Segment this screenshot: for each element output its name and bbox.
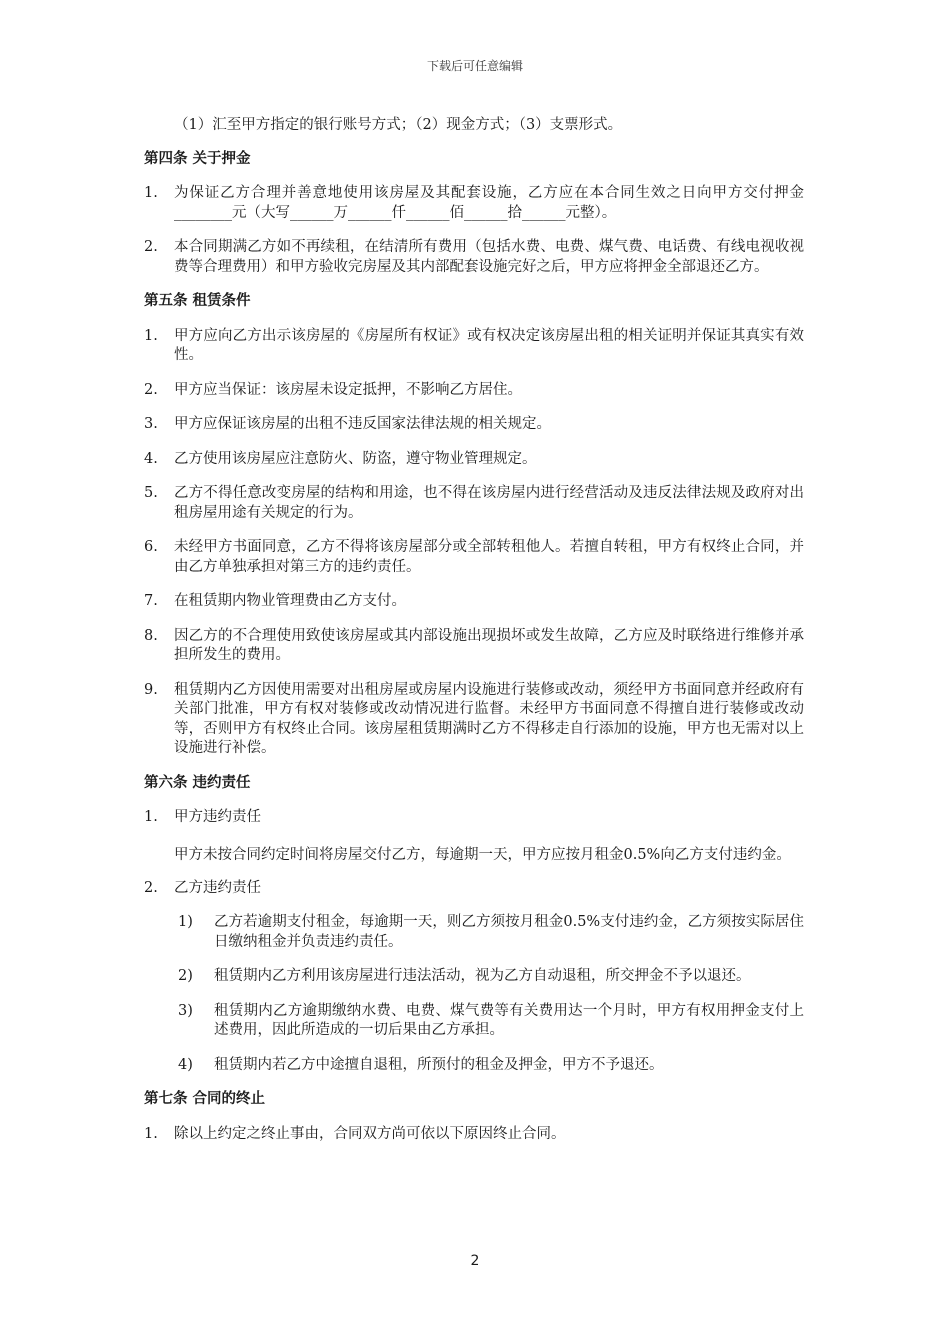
sub-list-text: 租赁期内乙方逾期缴纳水费、电费、煤气费等有关费用达一个月时，甲方有权用押金支付上述费用，因此所造成的一切后果由乙方承担。 [214,1002,804,1038]
sub-list-number: 3) [178,1002,193,1019]
list-item [144,681,804,759]
list-item [144,484,804,523]
sub-list-item [178,913,804,952]
list-number: 1. [144,327,158,344]
list-item [144,381,804,401]
document-body [144,116,804,1159]
article-5-heading: 第五条 租赁条件 [144,293,251,309]
sub-list-text: 乙方若逾期支付租金，每逾期一天，则乙方须按月租金0.5%支付违约金，乙方须按实际居住日缴纳租金并负责违约责任。 [214,914,804,950]
list-text: 乙方违约责任 [174,879,261,896]
sub-list-text: 租赁期内若乙方中途擅自退租，所预付的租金及押金，甲方不予退还。 [214,1056,664,1073]
list-text: 因乙方的不合理使用致使该房屋或其内部设施出现损坏或发生故障，乙方应及时联络进行维修并承担所发生的费用。 [174,627,804,663]
list-number: 5. [144,485,158,501]
list-item [144,538,804,577]
sub-list-item [178,1056,804,1076]
list-number: 4. [144,450,158,467]
list-item [144,592,804,612]
list-number: 1. [144,1125,158,1142]
list-text: 甲方应保证该房屋的出租不违反国家法律法规的相关规定。 [174,416,551,432]
sub-list-number: 1) [178,914,193,930]
list-number: 2. [144,879,158,896]
list-text: 乙方不得任意改变房屋的结构和用途，也不得在该房屋内进行经营活动及违反法律法规及政府对出租房屋用途有关规定的行为。 [174,485,804,521]
page-number: 2 [470,1253,480,1269]
list-number: 1. [144,185,158,201]
list-text: 甲方违约责任 [174,809,261,825]
list-item [144,238,804,277]
sub-list-number: 2) [178,968,193,984]
article-4-heading: 第四条 关于押金 [144,150,251,167]
sub-list-text: 租赁期内乙方利用该房屋进行违法活动，视为乙方自动退租，所交押金不予以退还。 [214,968,751,984]
list-number: 8. [144,627,158,644]
list-text: 甲方应当保证：该房屋未设定抵押，不影响乙方居住。 [174,381,522,398]
list-item [144,415,804,435]
article-6-heading: 第六条 违约责任 [144,774,251,791]
page-header: 下载后可任意编辑 [426,59,523,73]
list-item [144,450,804,470]
list-number: 1. [144,809,158,825]
list-text: 未经甲方书面同意，乙方不得将该房屋部分或全部转租他人。若擅自转租，甲方有权终止合同，并由乙方单独承担对第三方的违约责任。 [174,539,804,575]
list-number: 9. [144,681,158,698]
list-item [144,627,804,666]
list-text: 乙方使用该房屋应注意防火、防盗，遵守物业管理规定。 [174,450,537,467]
article-7-heading: 第七条 合同的终止 [144,1091,266,1107]
list-number: 7. [144,593,158,609]
list-item [144,808,804,828]
list-number: 2. [144,239,158,255]
list-text: 租赁期内乙方因使用需要对出租房屋或房屋内设施进行装修或改动，须经甲方书面同意并经政府有关部门批准，甲方有权对装修或改动情况进行监督。未经甲方书面同意不得擅自进行装修或改动等，否则甲方有权终止合同。该房屋租赁期满时乙方不得移走自行添加的设施，甲方也无需对以上设施进行补偿。 [174,681,804,756]
list-text: 为保证乙方合理并善意地使用该房屋及其配套设施，乙方应在本合同生效之日向甲方交付押金________元（大写______万______仟______佰______拾______元整）。 [174,185,804,221]
list-item [144,327,804,366]
payment-methods-line: （1）汇至甲方指定的银行账号方式；（2）现金方式；（3）支票形式。 [174,117,623,133]
list-text: 甲方应向乙方出示该房屋的《房屋所有权证》或有权决定该房屋出租的相关证明并保证其真实有效性。 [174,327,804,363]
list-text: 除以上约定之终止事由，合同双方尚可依以下原因终止合同。 [174,1125,566,1142]
list-number: 3. [144,416,158,432]
landlord-breach-paragraph: 甲方未按合同约定时间将房屋交付乙方，每逾期一天，甲方应按月租金0.5%向乙方支付违约金。 [174,846,791,863]
list-text: 本合同期满乙方如不再续租，在结清所有费用（包括水费、电费、煤气费、电话费、有线电视收视费等合理费用）和甲方验收完房屋及其内部配套设施完好之后，甲方应将押金全部退还乙方。 [174,239,804,275]
sub-list-number: 4) [178,1056,193,1073]
list-text: 在租赁期内物业管理费由乙方支付。 [174,593,406,609]
sub-list-item [178,1002,804,1041]
sub-list-item [178,967,804,987]
list-item [144,184,804,223]
list-item [144,879,804,899]
list-number: 2. [144,381,158,398]
list-item [144,1125,804,1145]
list-number: 6. [144,539,158,555]
